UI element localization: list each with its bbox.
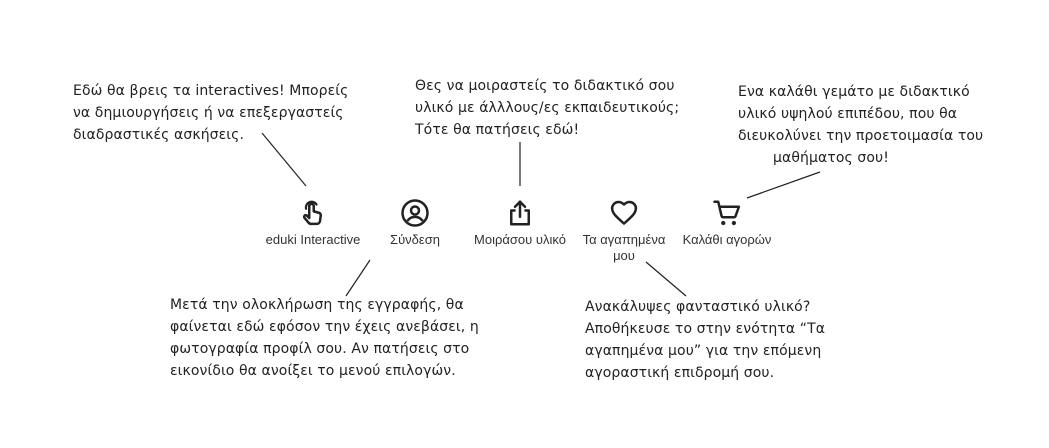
callout-line: Εδώ θα βρεις τα interactives! Μπορείς [73,83,349,99]
connector-favorites [646,262,686,296]
toolbar-item-label: eduki Interactive [265,232,361,247]
toolbar-item-label: Μοιράσου υλικό [474,232,566,247]
label-line: μου [613,248,635,263]
user-circle-icon [400,198,430,228]
connector-login [346,260,370,296]
toolbar-item-label [583,232,666,264]
callout-line: Ανακάλυψες φανταστικό υλικό? [585,299,811,315]
callout-line: διαδραστικές ασκήσεις. [73,127,245,143]
callout-line: Θες να μοιραστείς το διδακτικό σου [415,78,675,94]
callout-line: Ενα καλάθι γεμάτο με διδακτικό [738,84,970,100]
callout-line: αγοραστική επιδρομή σου. [585,365,775,381]
toolbar-item-label: Σύνδεση [390,232,440,247]
share-upload-icon [505,198,535,228]
callout-favorites [585,296,825,384]
finger-tap-icon [298,198,328,228]
toolbar-item-cart[interactable] [672,198,782,248]
toolbar-item-interactive[interactable] [258,198,368,248]
label-line: Τα αγαπημένα [582,232,666,247]
connector-cart [747,172,820,198]
toolbar-item-label: Καλάθι αγορών [682,232,772,247]
callout-line: εικονίδιο θα ανοίξει το μενού επιλογών. [170,363,456,379]
callout-line: να δημιουργήσεις ή να επεξεργαστείς [73,105,344,121]
callout-line: μαθήματος σου! [773,150,889,166]
callout-line: φωτογραφία προφίλ σου. Αν πατήσεις στο [170,341,470,357]
callout-line: υλικό υψηλού επιπέδου, που θα [738,106,958,122]
toolbar-item-favorites[interactable] [574,198,674,264]
toolbar-item-login[interactable] [380,198,450,248]
shopping-cart-icon [712,198,742,228]
callout-line: Τότε θα πατήσεις εδώ! [415,122,580,138]
callout-line: φαίνεται εδώ εφόσον την έχεις ανεβάσει, η [170,319,479,335]
callout-cart [738,81,983,169]
callout-share [415,75,679,141]
callout-login [170,294,479,382]
callout-line: Μετά την ολοκλήρωση της εγγραφής, θα [170,297,464,313]
callout-line: διευκολύνει την προετοιμασία του [738,128,984,144]
heart-icon [609,198,639,228]
callout-line: Αποθήκευσε το στην ενότητα “Τα [585,321,826,337]
toolbar-item-share[interactable] [465,198,575,248]
callout-line: αγαπημένα μου” για την επόμενη [585,343,822,359]
callout-line: υλικό με άλλλους/ες εκπαιδευτικούς; [415,100,680,116]
callout-interactive [73,80,348,146]
